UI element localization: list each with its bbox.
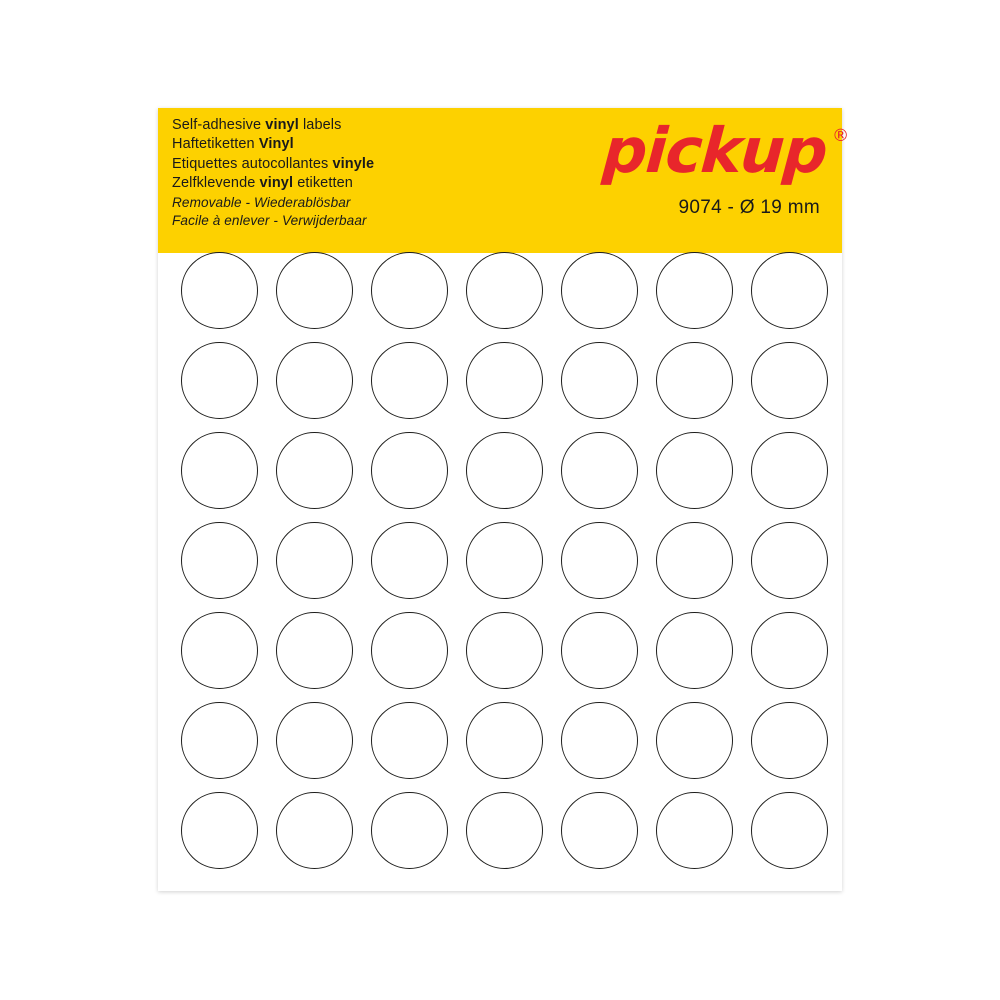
circle-label — [751, 612, 828, 689]
label-cell — [647, 785, 742, 875]
circle-label — [276, 252, 353, 329]
label-cell — [457, 605, 552, 695]
description-line-fr — [172, 155, 502, 174]
label-cell — [457, 695, 552, 785]
label-cell — [552, 695, 647, 785]
registered-trademark-icon: ® — [831, 126, 848, 146]
label-cell — [267, 425, 362, 515]
circle-label — [561, 792, 638, 869]
circle-label — [371, 522, 448, 599]
product-packaging — [158, 108, 848, 891]
label-cell — [267, 515, 362, 605]
circle-label — [656, 792, 733, 869]
removable-line-2: Facile à enlever - Verwijderbaar — [172, 212, 367, 228]
label-cell — [362, 515, 457, 605]
circle-label — [181, 252, 258, 329]
label-cell — [552, 245, 647, 335]
circle-label — [561, 522, 638, 599]
description-line-en — [172, 116, 502, 135]
circle-label — [656, 432, 733, 509]
label-cell — [362, 785, 457, 875]
circle-label — [276, 342, 353, 419]
circle-label — [371, 252, 448, 329]
label-cell — [647, 605, 742, 695]
circle-label — [751, 342, 828, 419]
circle-label — [561, 432, 638, 509]
header-band — [158, 108, 848, 253]
label-cell — [172, 785, 267, 875]
label-cell — [172, 335, 267, 425]
label-cell — [172, 425, 267, 515]
label-cell — [742, 425, 837, 515]
description-de-before: Haftetiketten — [172, 136, 259, 153]
label-cell — [647, 425, 742, 515]
description-line-nl — [172, 174, 502, 193]
circle-label — [371, 432, 448, 509]
label-cell — [647, 335, 742, 425]
label-cell — [647, 695, 742, 785]
label-cell — [362, 605, 457, 695]
label-sheet — [158, 253, 842, 891]
circle-label — [561, 702, 638, 779]
circle-label — [181, 522, 258, 599]
circle-label — [751, 702, 828, 779]
circle-label — [466, 432, 543, 509]
label-cell — [172, 695, 267, 785]
description-line-de — [172, 135, 502, 154]
label-cell — [742, 335, 837, 425]
circle-label — [371, 702, 448, 779]
circle-label — [466, 342, 543, 419]
label-cell — [267, 695, 362, 785]
label-cell — [267, 245, 362, 335]
circle-label — [751, 252, 828, 329]
language-descriptions — [172, 116, 502, 230]
label-cell — [362, 335, 457, 425]
circle-label — [181, 342, 258, 419]
label-cell — [552, 425, 647, 515]
circle-label — [276, 612, 353, 689]
circle-label — [371, 342, 448, 419]
label-cell — [172, 245, 267, 335]
label-cell — [552, 515, 647, 605]
label-cell — [362, 695, 457, 785]
circle-label — [656, 612, 733, 689]
brand-logo-text: pickup — [600, 114, 829, 187]
circle-label — [466, 252, 543, 329]
circle-label — [371, 612, 448, 689]
label-cell — [457, 785, 552, 875]
circle-label — [371, 792, 448, 869]
circle-label — [466, 792, 543, 869]
circle-label — [181, 702, 258, 779]
circle-label — [276, 792, 353, 869]
label-cell — [457, 515, 552, 605]
description-fr-bold: vinyle — [332, 155, 375, 172]
brand-block — [506, 114, 848, 219]
label-cell — [267, 785, 362, 875]
brand-logo — [600, 114, 848, 187]
description-de-bold: Vinyl — [258, 136, 294, 153]
circle-label — [466, 522, 543, 599]
label-cell — [267, 335, 362, 425]
label-cell — [742, 515, 837, 605]
description-nl-before: Zelfklevende — [172, 175, 260, 192]
label-cell — [457, 245, 552, 335]
circle-label — [561, 612, 638, 689]
circle-label — [751, 792, 828, 869]
label-cell — [172, 515, 267, 605]
label-cell — [457, 335, 552, 425]
label-cell — [742, 785, 837, 875]
label-cell — [267, 605, 362, 695]
circle-label — [276, 702, 353, 779]
circle-label — [466, 702, 543, 779]
description-en-bold: vinyl — [265, 117, 299, 133]
circle-label — [656, 252, 733, 329]
label-cell — [457, 425, 552, 515]
circle-label — [181, 612, 258, 689]
description-nl-bold: vinyl — [259, 175, 294, 192]
circle-label — [656, 342, 733, 419]
circle-label — [656, 522, 733, 599]
label-cell — [647, 245, 742, 335]
label-cell — [552, 785, 647, 875]
label-cell — [172, 605, 267, 695]
label-cell — [362, 245, 457, 335]
label-grid — [172, 245, 837, 875]
description-nl-after: etiketten — [293, 175, 353, 192]
circle-label — [656, 702, 733, 779]
circle-label — [561, 252, 638, 329]
circle-label — [751, 432, 828, 509]
circle-label — [181, 792, 258, 869]
label-cell — [647, 515, 742, 605]
circle-label — [561, 342, 638, 419]
circle-label — [751, 522, 828, 599]
label-cell — [742, 695, 837, 785]
description-en-before: Self-adhesive — [172, 117, 266, 133]
circle-label — [466, 612, 543, 689]
circle-label — [276, 432, 353, 509]
description-fr-before: Etiquettes autocollantes — [172, 155, 333, 172]
removable-line-1: Removable - Wiederablösbar — [172, 194, 351, 210]
label-cell — [552, 335, 647, 425]
description-en-after: labels — [298, 117, 342, 133]
label-cell — [742, 245, 837, 335]
article-code: 9074 - Ø 19 mm — [678, 196, 820, 218]
label-cell — [362, 425, 457, 515]
circle-label — [181, 432, 258, 509]
circle-label — [276, 522, 353, 599]
label-cell — [742, 605, 837, 695]
label-cell — [552, 605, 647, 695]
